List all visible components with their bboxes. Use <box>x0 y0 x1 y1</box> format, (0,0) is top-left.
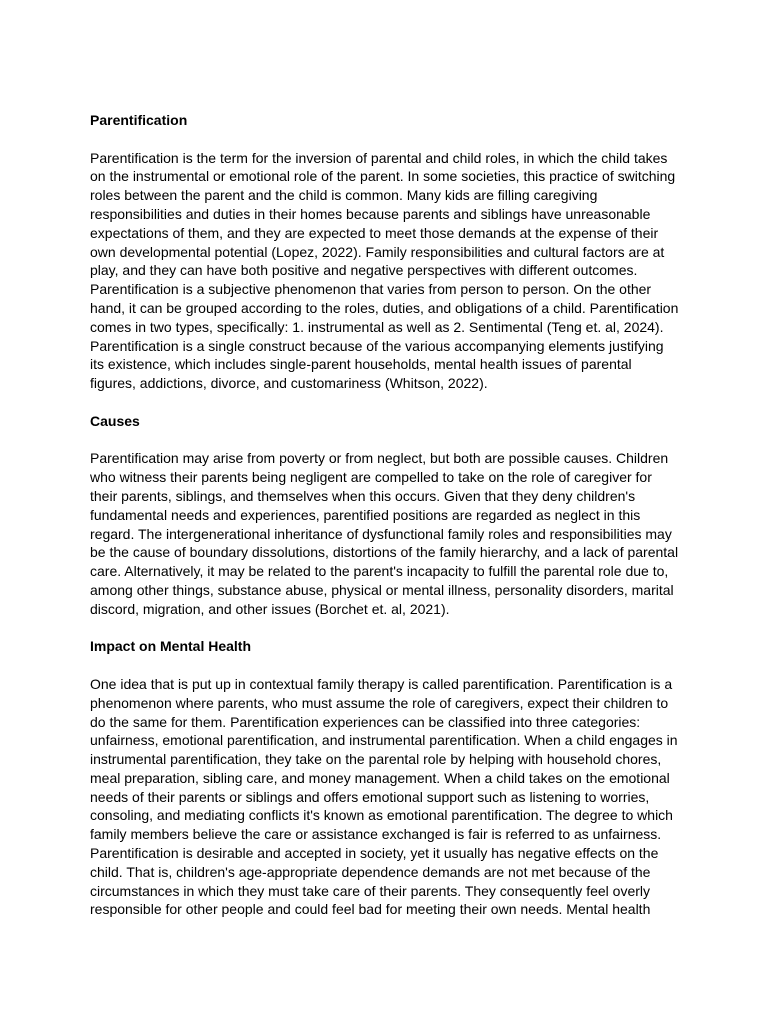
section-heading-impact-on-mental-health: Impact on Mental Health <box>90 638 252 655</box>
section-heading-parentification: Parentification <box>90 112 188 128</box>
document-page <box>90 111 680 919</box>
spacer <box>90 393 680 412</box>
section-heading-causes: Causes <box>90 412 140 429</box>
spacer <box>90 431 680 450</box>
section-body-impact-on-mental-health: One idea that is put up in contextual family therapy is called parentification. Parentification is a phenomenon where parents, who must assume the role of caregivers, expect their children to do the same for them. Parentification experiences can be classified into three categories: unfairness, emotional parentification, and instrumental parentification. When a child engages in instrumental parentification, they take on the parental role by helping with household chores, meal preparation, sibling care, and money management. When a child takes on the emotional needs of their parents or siblings and offers emotional support such as listening to worries, consoling, and mediating conflicts it's known as emotional parentification. The degree to which family members believe the care or assistance exchanged is fair is referred to as unfairness. Parentification is desirable and accepted in society, yet it usually has negative effects on the child. That is, children's age-appropriate dependence demands are not met because of the circumstances in which they must take care of their parents. They consequently feel overly responsible for other people and could feel bad for meeting their own needs. Mental health <box>90 675 678 918</box>
spacer <box>90 656 680 675</box>
spacer <box>90 130 680 149</box>
section-body-parentification: Parentification is the term for the inversion of parental and child roles, in which the child takes on the instrumental or emotional role of the parent. In some societies, this practice of switching roles between the parent and the child is common. Many kids are filling caregiving responsibilities and duties in their homes because parents and siblings have unreasonable expectations of them, and they are expected to meet those demands at the expense of their own developmental potential (Lopez, 2022). Family responsibilities and cultural factors are at play, and they can have both positive and negative perspectives with different outcomes. Parentification is a subjective phenomenon that varies from person to person. On the other hand, it can be grouped according to the roles, duties, and obligations of a child. Parentification comes in two types, specifically: 1. instrumental as well as 2. Sentimental (Teng et. al, 2024). Parentification is a single construct because of the various accompanying elements justifying its existence, which includes single-parent households, mental health issues of parental figures, addictions, divorce, and customariness (Whitson, 2022). <box>90 149 679 392</box>
section-body-causes: Parentification may arise from poverty or from neglect, but both are possible causes. Children who witness their parents being negligent are compelled to take on the role of caregiver for their parents, siblings, and themselves when this occurs. Given that they deny children's fundamental needs and experiences, parentified positions are regarded as neglect in this regard. The intergenerational inheritance of dysfunctional family roles and responsibilities may be the cause of boundary dissolutions, distortions of the family hierarchy, and a lack of parental care. Alternatively, it may be related to the parent's incapacity to fulfill the parental role due to, among other things, substance abuse, physical or mental illness, personality disorders, marital discord, migration, and other issues (Borchet et. al, 2021). <box>90 450 679 617</box>
spacer <box>90 619 680 638</box>
